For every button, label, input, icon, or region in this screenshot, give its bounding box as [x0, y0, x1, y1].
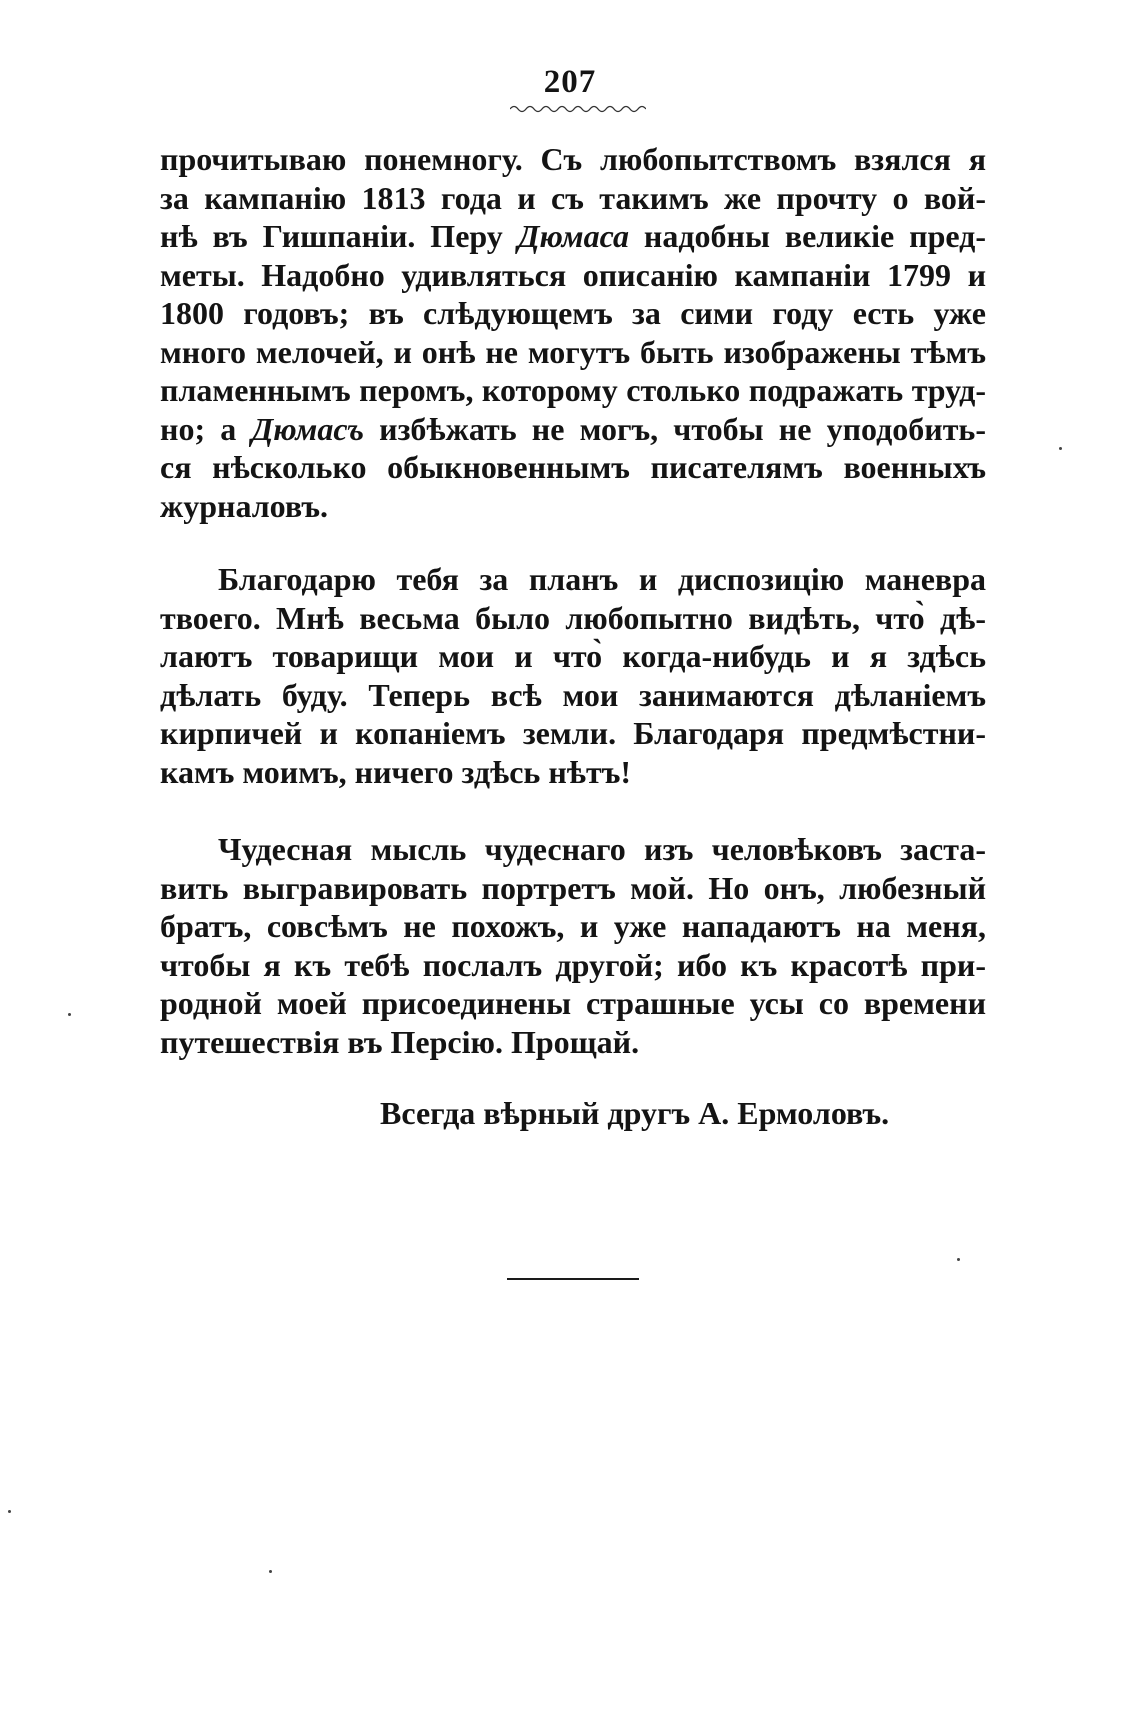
text-line: журналовъ. [160, 487, 329, 524]
scan-speck [8, 1510, 11, 1513]
text-line: твоего. Мнѣ весьма было любопытно видѣть, что̀ дѣ- [160, 599, 986, 636]
text-line: много мелочей, и онѣ не могутъ быть изображены тѣмъ [160, 333, 986, 370]
text-line: меты. Надобно удивляться описанію кампаніи 1799 и [160, 256, 986, 293]
text-line: Чудесная мысль чудеснаго изъ человѣковъ заста- [218, 831, 986, 867]
text-line: прочитываю понемногу. Съ любопытствомъ взялся я [160, 141, 986, 177]
italic-name: Дюмасъ [251, 410, 364, 447]
text-line [160, 217, 986, 256]
text-segment: избѣжать не могъ, чтобы не уподобить- [379, 410, 987, 447]
text-segment: но; а [160, 410, 237, 447]
scan-speck [269, 1570, 272, 1573]
text-line: пламеннымъ перомъ, которому столько подражать труд- [160, 372, 986, 408]
paragraph-2 [160, 560, 986, 791]
text-line: кирпичей и копаніемъ земли. Благодаря предмѣстни- [160, 715, 986, 751]
page-number: 207 [543, 64, 597, 100]
text-segment: надобны великіе пред- [643, 218, 986, 254]
scan-speck [957, 1258, 960, 1261]
end-rule [507, 1278, 639, 1280]
text-line: родной моей присоединены страшные усы со времени [160, 985, 986, 1021]
italic-name: Дюмаса [517, 218, 629, 254]
text-segment: нѣ въ Гишпаніи. Перу [160, 218, 503, 254]
text-line: 1800 годовъ; въ слѣдующемъ за сими году есть уже [160, 295, 986, 331]
text-line: путешествія въ Персію. Прощай. [160, 1023, 640, 1060]
text-line: Благодарю тебя за планъ и диспозицію маневра [218, 561, 986, 597]
text-line: камъ моимъ, ничего здѣсь нѣтъ! [160, 753, 631, 790]
paragraph-1 [160, 140, 986, 525]
text-line: лаютъ товарищи мои и что̀ когда-нибудь и я здѣсь [160, 638, 986, 674]
ornament-divider [510, 104, 646, 114]
text-line: братъ, совсѣмъ не похожъ, и уже нападаютъ на меня, [160, 908, 986, 944]
text-line: ся нѣсколько обыкновеннымъ писателямъ военныхъ [160, 449, 986, 485]
text-line [160, 410, 986, 449]
scan-speck [1059, 447, 1062, 450]
text-line: за кампанію 1813 года и съ такимъ же прочту о вой- [160, 179, 986, 216]
scan-speck [68, 1013, 71, 1016]
text-line: чтобы я къ тебѣ послалъ другой; ибо къ красотѣ при- [160, 946, 986, 983]
signature: Всегда вѣрный другъ А. Ермоловъ. [380, 1095, 890, 1131]
paragraph-3 [160, 830, 986, 1061]
text-line: дѣлать буду. Теперь всѣ мои занимаются дѣланіемъ [160, 676, 986, 713]
text-line: вить выгравировать портретъ мой. Но онъ, любезный [160, 869, 986, 906]
